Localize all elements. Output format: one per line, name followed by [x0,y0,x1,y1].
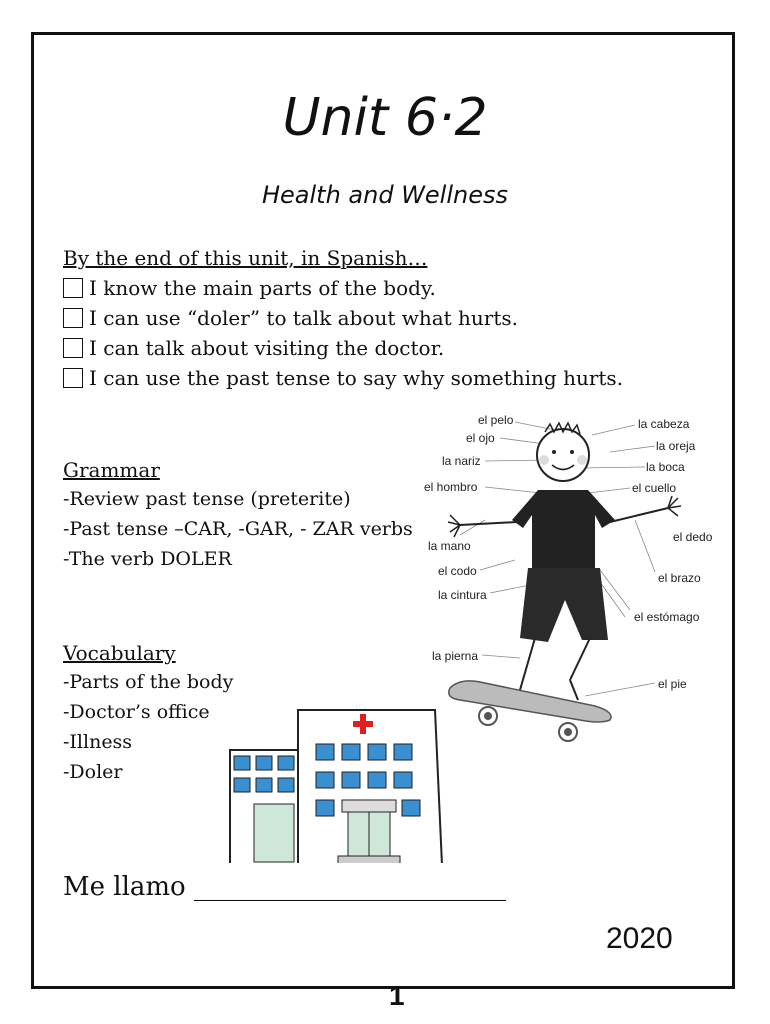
page-title: Unit 6·2 [282,88,488,148]
vocabulary-heading: Vocabulary [63,641,176,665]
label-mano: la mano [428,539,471,553]
vocabulary-item: -Parts of the body [63,671,234,693]
label-oreja: la oreja [656,439,696,453]
page-number: 1 [389,980,405,1011]
grammar-item: -Past tense –CAR, -GAR, - ZAR verbs [63,518,413,540]
label-nariz: la nariz [442,454,481,468]
vocabulary-item: -Doler [63,761,123,783]
label-cuello: el cuello [632,481,677,495]
label-brazo: el brazo [658,571,701,585]
label-pelo: el pelo [478,413,514,427]
label-estomago: el estómago [634,610,700,624]
page-subtitle: Health and Wellness [261,181,509,209]
grammar-heading: Grammar [63,458,160,482]
label-cabeza: la cabeza [638,417,690,431]
label-dedo: el dedo [673,530,713,544]
grammar-item: -Review past tense (preterite) [63,488,351,510]
checkbox-icon[interactable] [63,368,83,388]
name-line: Me llamo ________________________ [63,872,506,902]
goal-item [63,336,444,360]
checkbox-icon[interactable] [63,308,83,328]
label-cintura: la cintura [438,588,487,602]
hospital-icon [220,700,460,870]
label-hombro: el hombro [424,480,478,494]
goal-text: I know the main parts of the body. [89,276,436,300]
grammar-item: -The verb DOLER [63,548,232,570]
year: 2020 [606,922,673,955]
goal-text: I can use “doler” to talk about what hurts. [89,306,519,330]
goals-heading: By the end of this unit, in Spanish… [63,246,428,270]
goal-item [63,366,623,390]
checkbox-icon[interactable] [63,338,83,358]
goal-text: I can use the past tense to say why something hurts. [89,366,624,390]
label-codo: el codo [438,564,477,578]
label-boca: la boca [646,460,685,474]
checkbox-icon[interactable] [63,278,83,298]
body-parts-diagram [420,410,720,750]
goal-item [63,276,436,300]
label-ojo: el ojo [466,431,495,445]
vocabulary-item: -Doctor’s office [63,701,210,723]
goal-item [63,306,518,330]
goal-text: I can talk about visiting the doctor. [89,336,445,360]
label-pie: el pie [658,677,687,691]
label-pierna: la pierna [432,649,479,663]
vocabulary-item: -Illness [63,731,133,753]
head-icon [537,429,589,481]
